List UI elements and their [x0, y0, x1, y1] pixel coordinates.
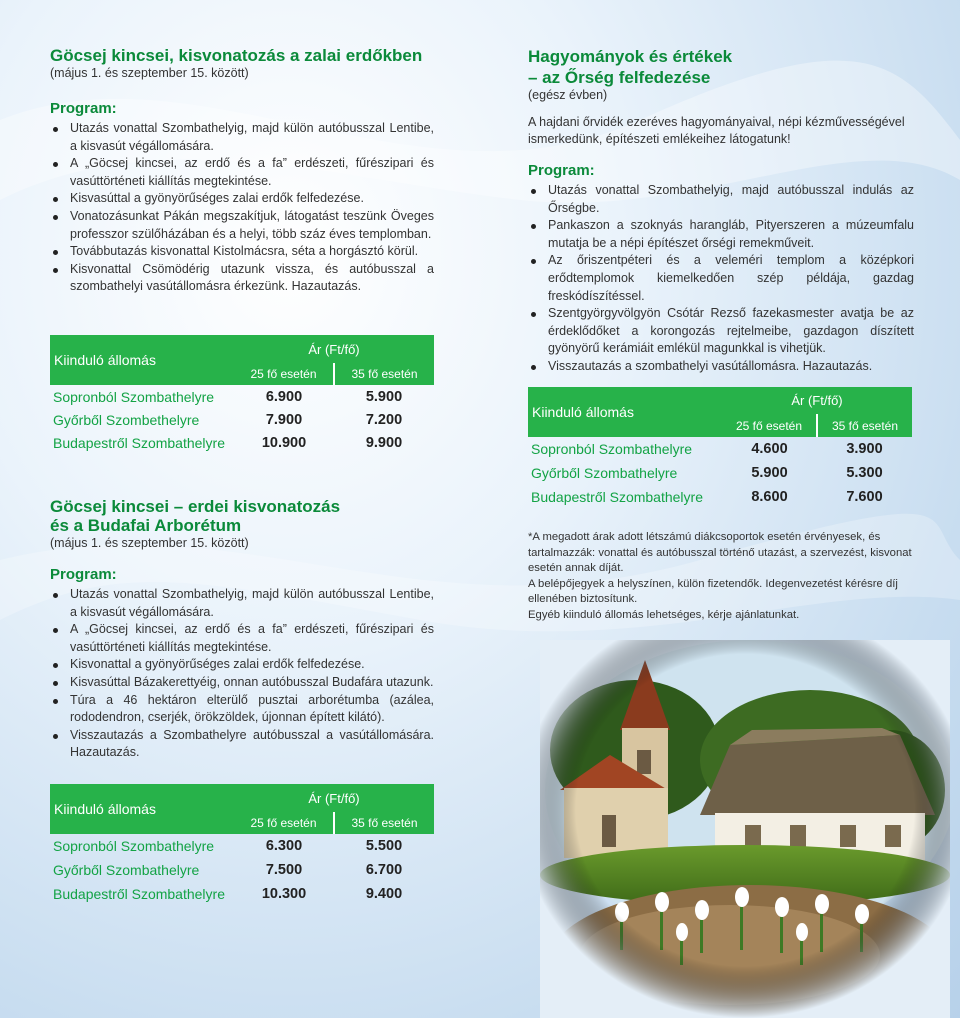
price-table	[50, 335, 434, 454]
price-25: 6.300	[265, 838, 303, 854]
header-price: Ár (Ft/fő)	[234, 335, 434, 363]
row-label: Sopronból Szombathelyre	[53, 388, 215, 405]
price-35: 6.700	[365, 862, 403, 878]
price-25: 5.900	[751, 465, 788, 481]
header-25: 25 fő esetén	[234, 812, 334, 834]
program-list	[50, 586, 434, 762]
section-season: (egész évben)	[528, 88, 608, 102]
header-start-station: Kiinduló állomás	[50, 335, 234, 385]
section-title-line2: és a Budafai Arborétum	[50, 516, 242, 535]
section-gocsej-arboretum	[50, 497, 434, 762]
program-list	[50, 120, 434, 296]
list-item: Visszautazás a Szombathelyre autóbusszal a vasútállomására. Hazautazás.	[50, 727, 434, 762]
table-row	[50, 431, 434, 454]
list-item: Kisvasúttal a gyönyörűséges zalai erdők felfedezése.	[50, 190, 434, 208]
program-label: Program:	[50, 566, 117, 583]
note-prices: *A megadott árak adott létszámú diákcsoportok esetén érvényesek, és tartalmazzák: vonattal és autóbusszal történő utazást, a szervezést, kisvonat esetén annak díját.	[528, 531, 912, 574]
row-label: Győrből Szombathelyre	[53, 862, 200, 878]
price-25: 7.900	[265, 411, 303, 428]
header-35: 35 fő esetén	[817, 414, 912, 437]
list-item: Szentgyörgyvölgyön Csótár Rezső fazekasmester avatja be az érdeklődőket a korongozás rejtelmeibe, gazdagon díszített gyönyörű kerámiáit emlékül magunkkal is vihetjük.	[528, 305, 914, 358]
list-item: Utazás vonattal Szombathelyig, majd külön autóbusszal Lentibe, a kisvasút végállomására.	[50, 120, 434, 155]
list-item: A „Göcsej kincsei, az erdő és a fa” erdészeti, fűrészipari és vasúttörténeti kiállítás megtekintése.	[50, 621, 434, 656]
section-intro: A hajdani őrvidék ezeréves hagyományaival, népi kézművességével ismerkedünk, építészeti emlékeihez látogatunk!	[528, 115, 905, 146]
price-25: 10.900	[261, 434, 307, 451]
price-table	[528, 387, 912, 509]
header-price: Ár (Ft/fő)	[234, 784, 434, 812]
row-label: Budapestről Szombathelyre	[53, 434, 225, 451]
program-list	[528, 182, 914, 376]
header-start-station: Kiinduló állomás	[528, 387, 722, 437]
price-35: 5.900	[365, 388, 403, 405]
list-item: A „Göcsej kincsei, az erdő és a fa” erdészeti, fűrészipari és vasúttörténeti kiállítás megtekintése.	[50, 155, 434, 190]
list-item: Visszautazás a szombathelyi vasútállomásra. Hazautazás.	[528, 358, 914, 376]
table-row	[50, 408, 434, 431]
list-item: Továbbutazás kisvonattal Kistolmácsra, séta a horgásztó körül.	[50, 243, 434, 261]
section-gocsej-kisvonatozas	[50, 46, 434, 296]
table-row	[528, 485, 912, 509]
price-35: 5.500	[365, 838, 403, 854]
header-35: 35 fő esetén	[334, 812, 434, 834]
price-35: 5.300	[846, 465, 883, 481]
table-row	[528, 461, 912, 485]
row-label: Győrből Szombathelyre	[531, 465, 678, 481]
program-label: Program:	[528, 162, 595, 179]
table-row	[50, 882, 434, 906]
list-item: Túra a 46 hektáron elterülő pusztai arborétumba (azálea, rododendron, cserjék, örökzöldek, újonnan épített kilátó).	[50, 692, 434, 727]
price-35: 7.200	[365, 411, 403, 428]
list-item: Pankaszon a szoknyás harangláb, Pityerszeren a múzeumfalu mutatja be a népi építészet őrségi remekműveit.	[528, 217, 914, 252]
footnotes	[528, 530, 912, 623]
note-tickets: A belépőjegyek a helyszínen, külön fizetendők. Idegenvezetést kérésre díj ellenében biztosítunk.	[528, 577, 898, 605]
section-season: (május 1. és szeptember 15. között)	[50, 66, 249, 80]
table-row	[50, 834, 434, 858]
section-title: Göcsej kincsei, kisvonatozás a zalai erdőkben	[50, 46, 423, 65]
price-25: 6.900	[265, 388, 303, 405]
header-25: 25 fő esetén	[722, 414, 817, 437]
section-title-line1: Hagyományok és értékek	[528, 47, 733, 66]
price-table	[50, 784, 434, 906]
price-35: 9.400	[365, 886, 403, 902]
table-row	[50, 858, 434, 882]
list-item: Kisvasúttal Bázakerettyéig, onnan autóbusszal Budafára utazunk.	[50, 674, 434, 692]
list-item: Utazás vonattal Szombathelyig, majd külön autóbusszal Lentibe, a kisvasút végállomására.	[50, 586, 434, 621]
row-label: Győrből Szombethelyre	[53, 411, 200, 428]
list-item: Vonatozásunkat Pákán megszakítjuk, látogatást teszünk Öveges professzor szülőházában és a helyi, több száz éves templomban.	[50, 208, 434, 243]
table-row	[528, 437, 912, 461]
header-35: 35 fő esetén	[334, 363, 434, 385]
price-35: 7.600	[846, 489, 883, 505]
note-other-stations: Egyéb kiinduló állomás lehetséges, kérje ajánlatunkat.	[528, 608, 800, 621]
list-item: Az őriszentpéteri és a veleméri templom a középkori erődtemplomok kiemelkedően szép példája, gazdag freskódíszítéssel.	[528, 252, 914, 305]
header-start-station: Kiinduló állomás	[50, 784, 234, 834]
price-25: 10.300	[261, 886, 307, 902]
price-25: 7.500	[265, 862, 303, 878]
section-orseg	[528, 47, 914, 376]
header-price: Ár (Ft/fő)	[722, 387, 912, 414]
list-item: Utazás vonattal Szombathelyig, majd autóbusszal indulás az Őrségbe.	[528, 182, 914, 217]
program-label: Program:	[50, 100, 117, 117]
row-label: Budapestről Szombathelyre	[531, 489, 703, 505]
header-25: 25 fő esetén	[234, 363, 334, 385]
section-title-line1: Göcsej kincsei – erdei kisvonatozás	[50, 497, 341, 516]
list-item: Kisvonattal Csömödérig utazunk vissza, és autóbusszal a szombathelyi vasútállomásra érkezünk. Hazautazás.	[50, 261, 434, 296]
price-35: 9.900	[365, 434, 403, 451]
price-25: 4.600	[751, 441, 788, 457]
list-item: Kisvonattal a gyönyörűséges zalai erdők felfedezése.	[50, 656, 434, 674]
table-row	[50, 385, 434, 408]
price-35: 3.900	[846, 441, 883, 457]
row-label: Sopronból Szombathelyre	[53, 838, 215, 854]
row-label: Budapestről Szombathelyre	[53, 886, 225, 902]
price-25: 8.600	[751, 489, 788, 505]
section-season: (május 1. és szeptember 15. között)	[50, 536, 249, 550]
row-label: Sopronból Szombathelyre	[531, 441, 693, 457]
section-title-line2: – az Őrség felfedezése	[528, 68, 711, 87]
church-and-thatched-house-photo	[540, 640, 950, 1018]
